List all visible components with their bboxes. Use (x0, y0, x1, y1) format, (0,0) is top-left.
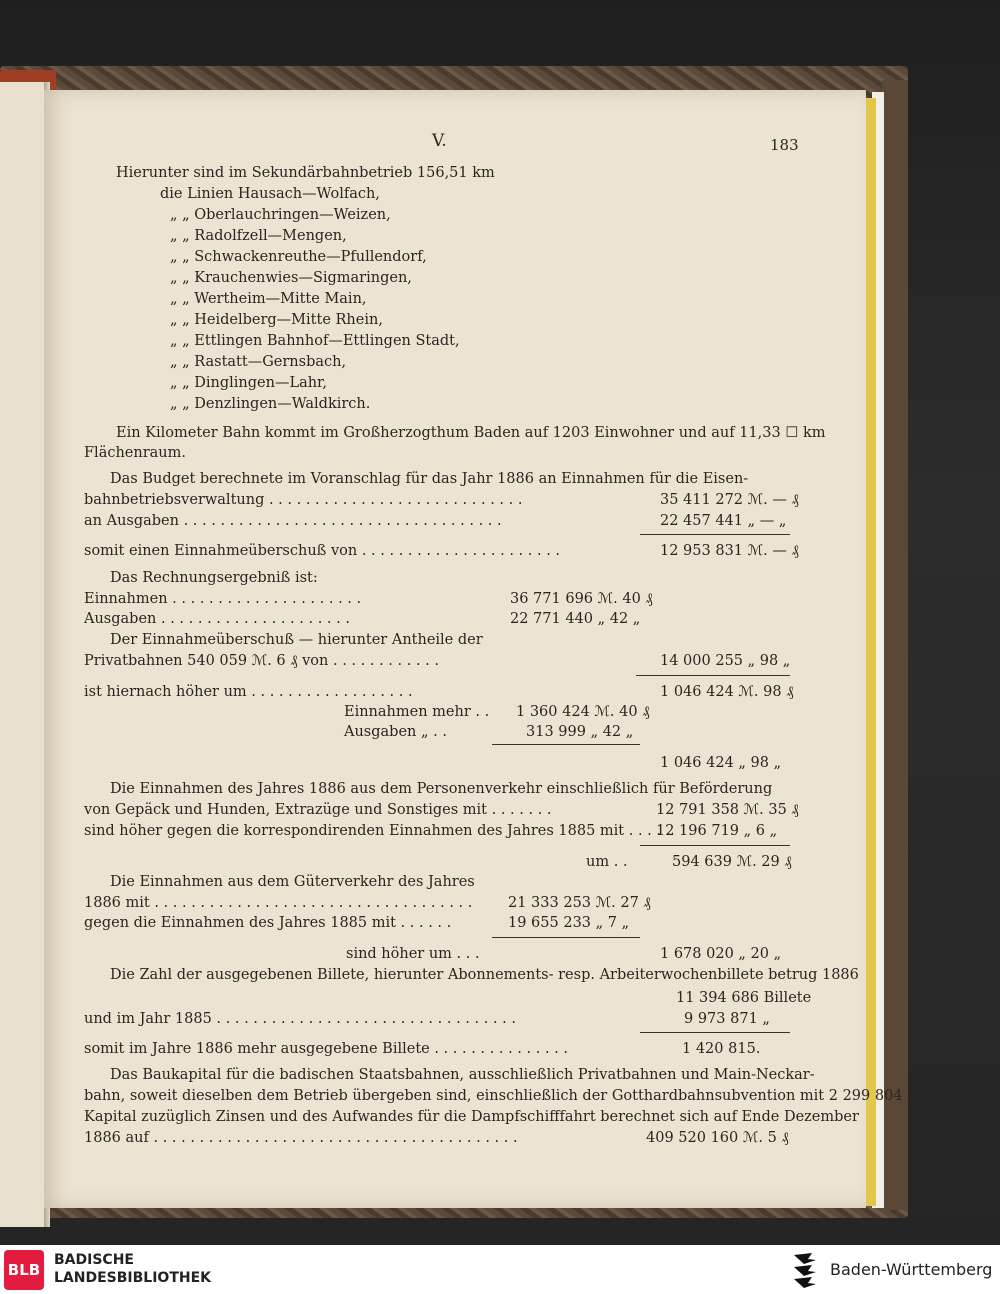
text-line: Hierunter sind im Sekundärbahnbetrieb 156,51 km (116, 165, 495, 181)
text-line: bahn, soweit dieselben dem Betrieb übergeben sind, einschließlich der Gotthardbahnsubvention mit 2 299 804 ℳ. (84, 1088, 928, 1104)
sum-rule (492, 744, 640, 745)
amount-value: 12 791 358 ℳ. 35 ₰ (656, 802, 799, 818)
left-page-edge (0, 82, 46, 1227)
text-line: Das Budget berechnete im Voranschlag für das Jahr 1886 an Einnahmen für die Eisen- (110, 471, 749, 487)
text-line: 1886 mit . . . . . . . . . . . . . . . . . . . . . . . . . . . . . . . . . . . (84, 895, 473, 911)
text-line: Die Einnahmen aus dem Güterverkehr des Jahres (110, 874, 475, 890)
text-line: „ „ Rastatt—Gernsbach, (170, 354, 347, 370)
text-line: Ausgaben . . . . . . . . . . . . . . . . . . . . . (84, 611, 350, 627)
text-line: Privatbahnen 540 059 ℳ. 6 ₰ von . . . . . . . . . . . . (84, 653, 439, 669)
amount-value: 11 394 686 Billete (676, 990, 812, 1006)
amount-value: 9 973 871 „ (684, 1011, 770, 1027)
text-line: Kapital zuzüglich Zinsen und des Aufwandes für die Dampfschifffahrt berechnet sich auf Ende Dezember (84, 1109, 859, 1125)
text-line: sind höher gegen die korrespondirenden Einnahmen des Jahres 1885 mit . . . . . (84, 823, 671, 839)
text-line: an Ausgaben . . . . . . . . . . . . . . . . . . . . . . . . . . . . . . . . . . . (84, 513, 502, 529)
text-line: sind höher um . . . (346, 946, 480, 962)
library-name-line2: LANDESBIBLIOTHEK (54, 1270, 212, 1286)
text-line: von Gepäck und Hunden, Extrazüge und Sonstiges mit . . . . . . . (84, 802, 552, 818)
sum-rule (640, 534, 790, 535)
amount-value: 12 953 831 ℳ. — ₰ (660, 543, 799, 559)
page-number: 183 (770, 136, 799, 154)
sum-rule (640, 845, 790, 846)
amount-value: 594 639 ℳ. 29 ₰ (672, 854, 792, 870)
text-line: „ „ Ettlingen Bahnhof—Ettlingen Stadt, (170, 333, 460, 349)
text-line: Die Zahl der ausgegebenen Billete, hierunter Abonnements- resp. Arbeiterwochenbillete betrug 1886 (110, 967, 859, 983)
amount-value: 22 457 441 „ — „ (660, 513, 787, 529)
amount-value: 19 655 233 „ 7 „ (508, 915, 630, 931)
bw-lions-icon (790, 1250, 820, 1288)
text-line: Das Baukapital für die badischen Staatsbahnen, ausschließlich Privatbahnen und Main-Neckar- (110, 1067, 815, 1083)
amount-value: 1 678 020 „ 20 „ (660, 946, 782, 962)
sum-rule (492, 937, 640, 938)
text-line: 1886 auf . . . . . . . . . . . . . . . . . . . . . . . . . . . . . . . . . . . . . . . . (84, 1130, 518, 1146)
text-line: Das Rechnungsergebniß ist: (110, 570, 318, 586)
text-line: „ „ Schwackenreuthe—Pfullendorf, (170, 249, 427, 265)
amount-value: 35 411 272 ℳ. — ₰ (660, 492, 799, 508)
text-line: Ein Kilometer Bahn kommt im Großherzogthum Baden auf 1203 Einwohner und auf 11,33 ☐ km (116, 425, 826, 441)
text-line: somit im Jahre 1886 mehr ausgegebene Billete . . . . . . . . . . . . . . . (84, 1041, 569, 1057)
text-line: „ „ Krauchenwies—Sigmaringen, (170, 270, 412, 286)
text-line: Der Einnahmeüberschuß — hierunter Antheile der (110, 632, 483, 648)
amount-value: 12 196 719 „ 6 „ (656, 823, 778, 839)
state-name: Baden-Württemberg (830, 1260, 993, 1279)
text-line: „ „ Radolfzell—Mengen, (170, 228, 347, 244)
text-line: Ausgaben „ . . (344, 724, 447, 740)
text-line: Flächenraum. (84, 445, 186, 461)
text-line: Einnahmen . . . . . . . . . . . . . . . . . . . . . (84, 591, 362, 607)
text-line: Einnahmen mehr . . (344, 704, 490, 720)
text-line: „ „ Wertheim—Mitte Main, (170, 291, 367, 307)
text-line: „ „ Heidelberg—Mitte Rhein, (170, 312, 383, 328)
amount-value: 1 360 424 ℳ. 40 ₰ (516, 704, 650, 720)
amount-value: 1 046 424 „ 98 „ (660, 755, 782, 771)
amount-value: 409 520 160 ℳ. 5 ₰ (646, 1130, 789, 1146)
amount-value: 14 000 255 „ 98 „ (660, 653, 791, 669)
text-line: „ „ Oberlauchringen—Weizen, (170, 207, 391, 223)
book-cover-edge (882, 80, 908, 1210)
amount-value: 1 046 424 ℳ. 98 ₰ (660, 684, 794, 700)
sum-rule (640, 1032, 790, 1033)
text-line: „ „ Dinglingen—Lahr, (170, 375, 328, 391)
amount-value: 313 999 „ 42 „ (526, 724, 634, 740)
text-line: um . . (586, 854, 628, 870)
amount-value: 1 420 815. (682, 1041, 761, 1057)
text-line: somit einen Einnahmeüberschuß von . . . . . . . . . . . . . . . . . . . . . . (84, 543, 561, 559)
text-line: die Linien Hausach—Wolfach, (160, 186, 380, 202)
text-line: und im Jahr 1885 . . . . . . . . . . . . . . . . . . . . . . . . . . . . . . . . . (84, 1011, 517, 1027)
text-line: ist hiernach höher um . . . . . . . . . . . . . . . . . . (84, 684, 413, 700)
library-name-line1: BADISCHE (54, 1252, 134, 1268)
text-line: „ „ Denzlingen—Waldkirch. (170, 396, 371, 412)
text-line: gegen die Einnahmen des Jahres 1885 mit . . . . . . (84, 915, 452, 931)
amount-value: 22 771 440 „ 42 „ (510, 611, 641, 627)
chapter-heading: V. (432, 131, 447, 151)
text-line: bahnbetriebsverwaltung . . . . . . . . . . . . . . . . . . . . . . . . . . . . (84, 492, 523, 508)
text-line: Die Einnahmen des Jahres 1886 aus dem Personenverkehr einschließlich für Beförderung (110, 781, 773, 797)
amount-value: 21 333 253 ℳ. 27 ₰ (508, 895, 651, 911)
blb-logo: BLB (4, 1250, 44, 1290)
sum-rule (636, 675, 790, 676)
amount-value: 36 771 696 ℳ. 40 ₰ (510, 591, 653, 607)
